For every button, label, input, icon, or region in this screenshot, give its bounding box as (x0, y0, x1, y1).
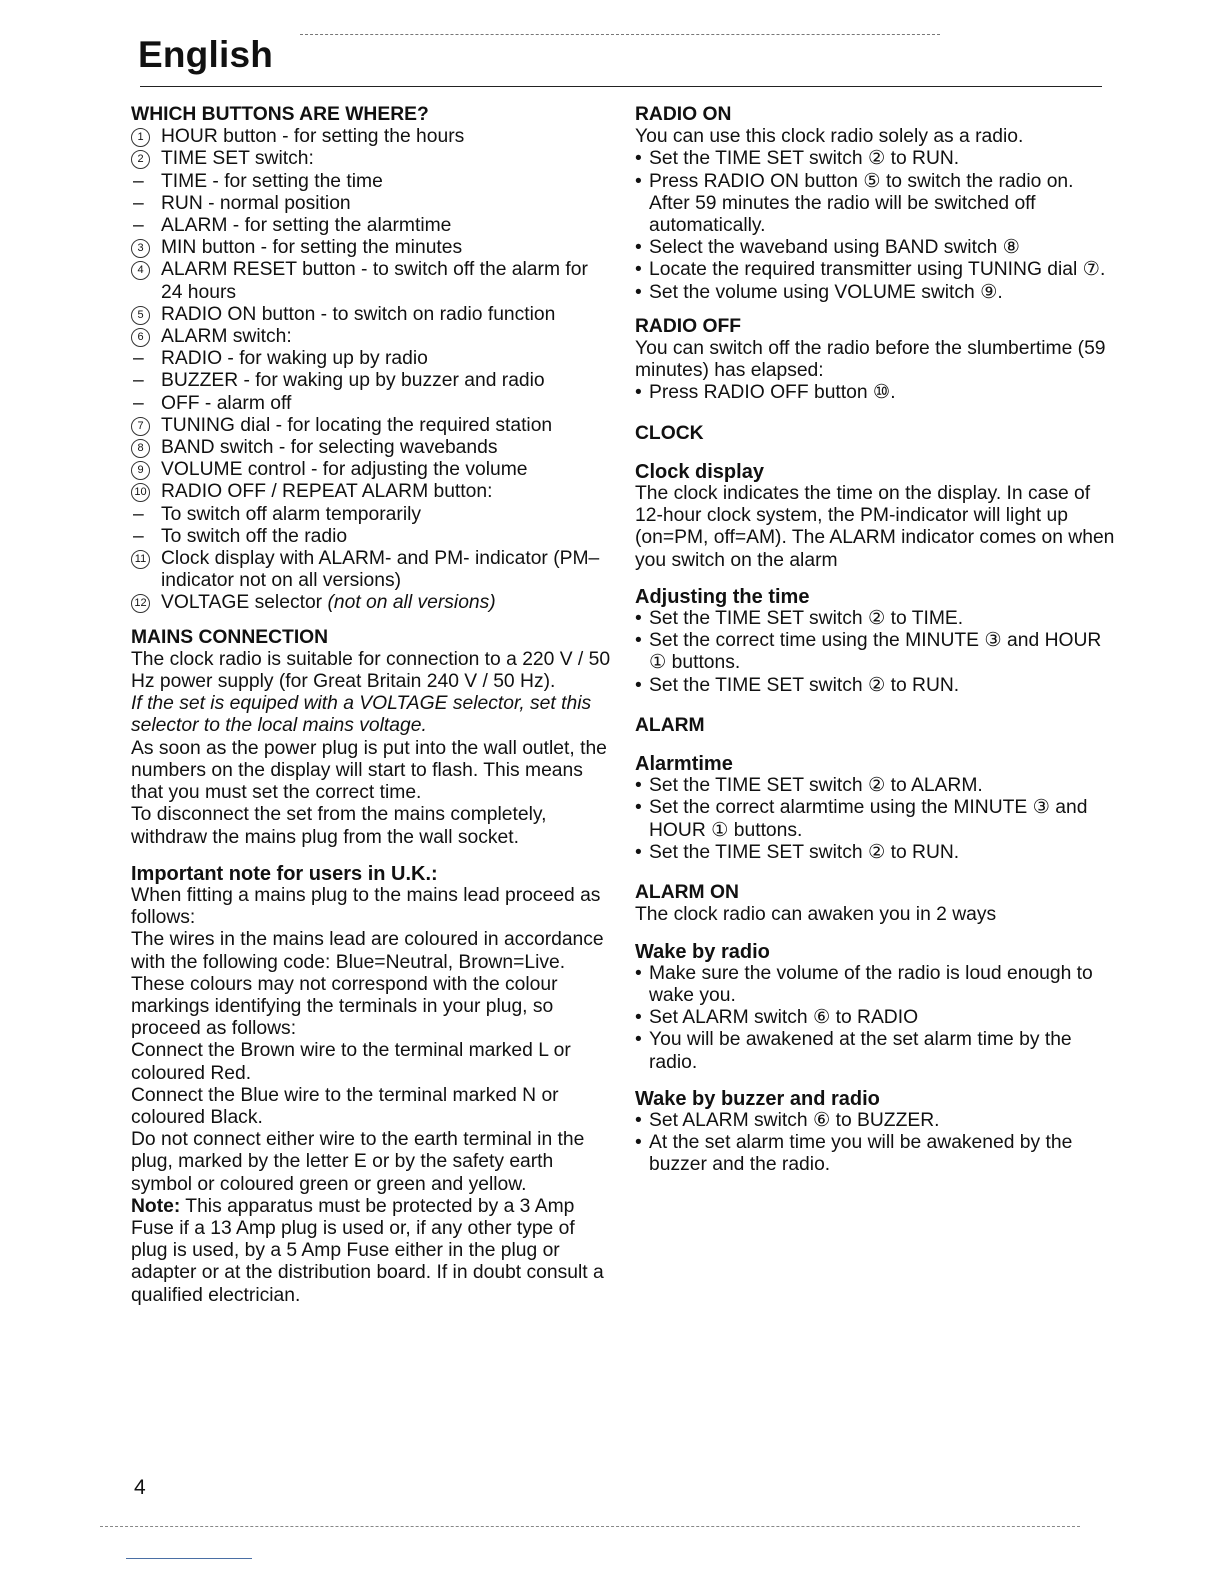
dash-item: – TIME - for setting the time (131, 171, 613, 193)
item-text: ALARM switch: (161, 326, 292, 348)
uk-paragraph: Connect the Blue wire to the terminal marked N or coloured Black. (131, 1084, 559, 1128)
item-note: (not on all versions) (327, 592, 496, 614)
bullet-item: • Set the TIME SET switch ② to ALARM. (635, 775, 1115, 797)
list-item (131, 237, 613, 259)
uk-paragraph: These colours may not correspond with the colour markings identifying the terminals in your plug, so proceed as follows: (131, 973, 558, 1040)
list-item (131, 481, 613, 503)
number-11-icon: 11 (131, 550, 150, 569)
radio-on-intro: You can use this clock radio solely as a radio. (635, 126, 1024, 148)
item-text: TUNING dial - for locating the required station (161, 414, 553, 436)
number-9-icon: 9 (131, 461, 150, 480)
right-column (635, 104, 1115, 1177)
clock-heading: CLOCK (635, 422, 704, 444)
note-paragraph (131, 1196, 613, 1307)
item-text: TIME SET switch: (161, 148, 314, 170)
item-text: HOUR button - for setting the hours (161, 126, 465, 148)
uk-paragraph: Connect the Brown wire to the terminal marked L or coloured Red. (131, 1040, 571, 1084)
page-number: 4 (134, 1476, 146, 1499)
list-item (131, 326, 613, 348)
bullet-item: • Set the correct time using the MINUTE ③ and HOUR ① buttons. (635, 630, 1115, 674)
item-text: RADIO OFF / REPEAT ALARM button: (161, 481, 493, 503)
list-item (131, 459, 613, 481)
list-item (131, 304, 613, 326)
dash-item: – BUZZER - for waking up by buzzer and radio (131, 370, 613, 392)
mains-paragraph: The clock radio is suitable for connection to a 220 V / 50 Hz power supply (for Great Britain 240 V / 50 Hz). (131, 648, 611, 693)
bullet-item: • Set the TIME SET switch ② to RUN. (635, 842, 1115, 864)
list-item (131, 259, 613, 303)
number-8-icon: 8 (131, 439, 150, 458)
number-10-icon: 10 (131, 483, 150, 502)
radio-on-heading: RADIO ON (635, 104, 732, 125)
bullet-item: • Press RADIO ON button ⑤ to switch the radio on. After 59 minutes the radio will be switched off automatically. (635, 171, 1115, 238)
item-text: MIN button - for setting the minutes (161, 237, 463, 259)
number-7-icon: 7 (131, 417, 150, 436)
scan-artifact-bottom (100, 1526, 1080, 1531)
bullet-item: • At the set alarm time you will be awakened by the buzzer and the radio. (635, 1132, 1115, 1176)
number-12-icon: 12 (131, 594, 150, 613)
alarm-on-heading: ALARM ON (635, 882, 739, 904)
bullet-item: • Set ALARM switch ⑥ to RADIO (635, 1007, 1115, 1029)
number-4-icon: 4 (131, 261, 150, 280)
uk-note-heading: Important note for users in U.K.: (131, 862, 438, 885)
item-text: VOLUME control - for adjusting the volume (161, 459, 528, 481)
bullet-item: • Select the waveband using BAND switch ⑧ (635, 237, 1115, 259)
mains-italic-note: If the set is equiped with a VOLTAGE selector, set this selector to the local mains voltage. (131, 693, 592, 737)
dash-item: – OFF - alarm off (131, 393, 613, 415)
alarm-heading: ALARM (635, 714, 705, 736)
bullet-item: • Set the TIME SET switch ② to RUN. (635, 675, 1115, 697)
number-5-icon: 5 (131, 306, 150, 325)
note-label: Note: (131, 1195, 181, 1217)
bullet-item: • Set the correct alarmtime using the MINUTE ③ and HOUR ① buttons. (635, 797, 1115, 841)
number-1-icon: 1 (131, 128, 150, 147)
wake-by-radio-heading: Wake by radio (635, 940, 770, 963)
bullet-item: • Set the volume using VOLUME switch ⑨. (635, 282, 1115, 304)
mains-heading: MAINS CONNECTION (131, 626, 329, 648)
item-text: RADIO ON button - to switch on radio function (161, 303, 556, 325)
item-text: BAND switch - for selecting wavebands (161, 437, 498, 459)
buttons-heading: WHICH BUTTONS ARE WHERE? (131, 104, 429, 125)
dash-item: – RADIO - for waking up by radio (131, 348, 613, 370)
uk-paragraph: Do not connect either wire to the earth terminal in the plug, marked by the letter E or by the safety earth symbol or coloured green or green and yellow. (131, 1129, 585, 1195)
dash-item: – ALARM - for setting the alarmtime (131, 215, 613, 237)
number-6-icon: 6 (131, 328, 150, 347)
bullet-item: • Locate the required transmitter using TUNING dial ⑦. (635, 259, 1115, 281)
item-text: Clock display with ALARM- and PM- indicator (PM–indicator not on all versions) (161, 548, 600, 592)
page-title: English (138, 34, 274, 75)
list-item (131, 148, 613, 170)
scan-artifact-top (300, 34, 940, 39)
bullet-item: • Make sure the volume of the radio is loud enough to wake you. (635, 963, 1115, 1007)
clock-display-text: The clock indicates the time on the display. In case of 12-hour clock system, the PM-indicator will light up (on=PM, off=AM). The ALARM indicator comes on when you switch on the alarm (635, 483, 1115, 571)
list-item (131, 437, 613, 459)
bullet-item: • You will be awakened at the set alarm time by the radio. (635, 1029, 1115, 1073)
bullet-item: • Set the TIME SET switch ② to TIME. (635, 608, 1115, 630)
number-3-icon: 3 (131, 239, 150, 258)
mains-paragraph: As soon as the power plug is put into the wall outlet, the numbers on the display will start to flash. This means that you must set the correct time. (131, 737, 607, 804)
alarm-on-text: The clock radio can awaken you in 2 ways (635, 904, 997, 926)
radio-off-heading: RADIO OFF (635, 315, 742, 337)
dash-item: – To switch off the radio (131, 526, 613, 548)
alarmtime-heading: Alarmtime (635, 753, 733, 776)
footer-divider (126, 1558, 252, 1559)
wake-by-buzzer-heading: Wake by buzzer and radio (635, 1087, 880, 1110)
mains-paragraph: To disconnect the set from the mains completely, withdraw the mains plug from the wall socket. (131, 804, 547, 848)
header-divider (140, 86, 1102, 87)
list-item (131, 126, 613, 148)
bullet-item: • Set ALARM switch ⑥ to BUZZER. (635, 1110, 1115, 1132)
note-text: This apparatus must be protected by a 3 Amp Fuse if a 13 Amp plug is used or, if any other type of plug is used, by a 5 Amp Fuse either in the plug or adapter or at the distribution board. If in doubt consult a qualified electrician. (131, 1195, 604, 1306)
item-text: VOLTAGE selector (161, 592, 323, 614)
clock-display-heading: Clock display (635, 460, 764, 483)
dash-item: – To switch off alarm temporarily (131, 504, 613, 526)
dash-item: – RUN - normal position (131, 193, 613, 215)
left-column (131, 104, 613, 1307)
bullet-item: • Set the TIME SET switch ② to RUN. (635, 148, 1115, 170)
uk-paragraph: The wires in the mains lead are coloured in accordance with the following code: Blue=Neutral, Brown=Live. (131, 929, 604, 973)
number-2-icon: 2 (131, 150, 150, 169)
list-item (131, 548, 613, 592)
bullet-item: • Press RADIO OFF button ⑩. (635, 382, 1115, 404)
adjusting-time-heading: Adjusting the time (635, 585, 810, 608)
list-item (131, 592, 613, 614)
radio-off-intro: You can switch off the radio before the slumbertime (59 minutes) has elapsed: (635, 338, 1106, 382)
list-item (131, 415, 613, 437)
item-text: ALARM RESET button - to switch off the alarm for 24 hours (161, 259, 588, 303)
uk-paragraph: When fitting a mains plug to the mains lead proceed as follows: (131, 884, 601, 929)
